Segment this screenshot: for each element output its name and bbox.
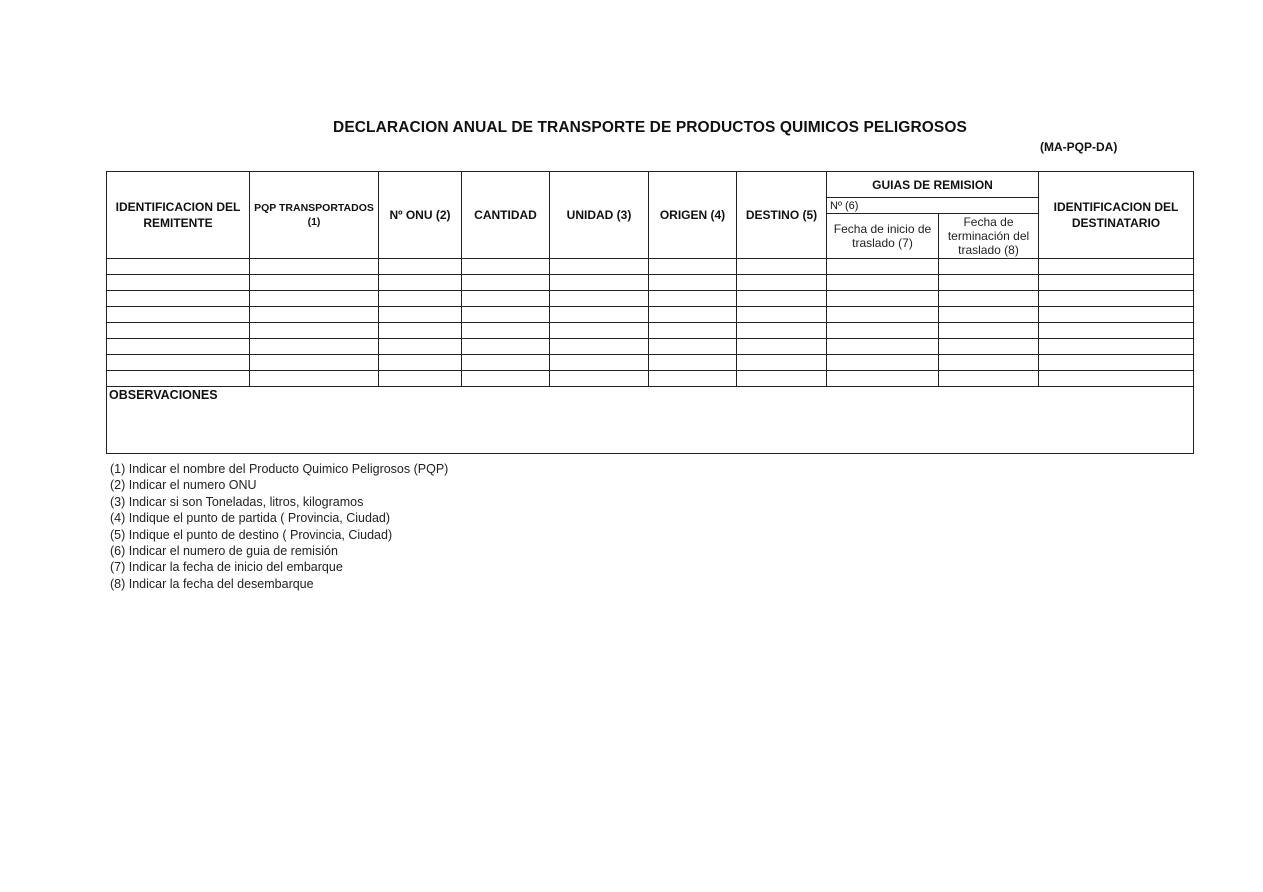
observaciones-label: OBSERVACIONES [109,388,218,402]
cell[interactable] [827,371,939,387]
cell[interactable] [550,275,649,291]
header-guias: GUIAS DE REMISION [827,172,1039,198]
header-pqp: PQP TRANSPORTADOS (1) [250,172,379,259]
cell[interactable] [649,307,737,323]
cell[interactable] [550,259,649,275]
cell[interactable] [550,355,649,371]
table-row [107,355,1194,371]
table-row [107,275,1194,291]
header-unidad: UNIDAD (3) [550,172,649,259]
cell[interactable] [1039,371,1194,387]
document-title: DECLARACION ANUAL DE TRANSPORTE DE PRODUCTOS QUIMICOS PELIGROSOS [333,119,967,136]
footnote: (2) Indicar el numero ONU [110,478,257,493]
table-row [107,291,1194,307]
footnote: (7) Indicar la fecha de inicio del embarque [110,560,343,575]
cell[interactable] [737,323,827,339]
cell[interactable] [379,291,462,307]
cell[interactable] [250,307,379,323]
cell[interactable] [1039,259,1194,275]
cell[interactable] [550,307,649,323]
header-cantidad: CANTIDAD [462,172,550,259]
cell[interactable] [107,323,250,339]
cell[interactable] [1039,355,1194,371]
cell[interactable] [1039,323,1194,339]
footnote: (6) Indicar el numero de guia de remisión [110,544,338,559]
cell[interactable] [939,355,1039,371]
cell[interactable] [250,323,379,339]
footnote: (1) Indicar el nombre del Producto Quimico Peligrosos (PQP) [110,462,449,476]
header-onu: Nº ONU (2) [379,172,462,259]
cell[interactable] [462,339,550,355]
cell[interactable] [379,371,462,387]
cell[interactable] [827,291,939,307]
cell[interactable] [250,275,379,291]
cell[interactable] [939,307,1039,323]
cell[interactable] [107,291,250,307]
cell[interactable] [462,259,550,275]
cell[interactable] [462,307,550,323]
cell[interactable] [737,291,827,307]
cell[interactable] [379,339,462,355]
header-fecha-termino: Fecha de terminación del traslado (8) [939,214,1039,259]
table-row [107,259,1194,275]
cell[interactable] [379,275,462,291]
cell[interactable] [107,339,250,355]
form-code: (MA-PQP-DA) [1040,140,1118,154]
cell[interactable] [462,323,550,339]
cell[interactable] [649,275,737,291]
cell[interactable] [250,355,379,371]
cell[interactable] [939,259,1039,275]
header-remitente: IDENTIFICACION DEL REMITENTE [107,172,250,259]
cell[interactable] [827,355,939,371]
cell[interactable] [550,339,649,355]
cell[interactable] [827,339,939,355]
cell[interactable] [462,355,550,371]
cell[interactable] [550,291,649,307]
observaciones-field[interactable] [107,387,1194,454]
cell[interactable] [1039,291,1194,307]
cell[interactable] [649,323,737,339]
header-numero: Nº (6) [827,198,1039,214]
cell[interactable] [939,371,1039,387]
cell[interactable] [462,275,550,291]
cell[interactable] [107,355,250,371]
cell[interactable] [107,275,250,291]
cell[interactable] [462,371,550,387]
header-destino: DESTINO (5) [737,172,827,259]
cell[interactable] [939,291,1039,307]
cell[interactable] [939,275,1039,291]
cell[interactable] [649,259,737,275]
cell[interactable] [107,307,250,323]
footnotes [110,461,448,592]
table-row [107,371,1194,387]
cell[interactable] [550,323,649,339]
table-row [107,323,1194,339]
cell[interactable] [250,339,379,355]
cell[interactable] [462,291,550,307]
header-destinatario: IDENTIFICACION DEL DESTINATARIO [1039,172,1194,259]
footnote: (4) Indique el punto de partida ( Provincia, Ciudad) [110,511,391,526]
cell[interactable] [250,291,379,307]
table-row [107,339,1194,355]
cell[interactable] [827,275,939,291]
footnote: (5) Indique el punto de destino ( Provincia, Ciudad) [110,527,393,542]
cell[interactable] [379,259,462,275]
cell[interactable] [737,355,827,371]
header-origen: ORIGEN (4) [649,172,737,259]
cell[interactable] [737,339,827,355]
footnote: (8) Indicar la fecha del desembarque [110,576,314,591]
cell[interactable] [1039,339,1194,355]
cell[interactable] [649,291,737,307]
cell[interactable] [649,355,737,371]
cell[interactable] [737,371,827,387]
cell[interactable] [379,307,462,323]
cell[interactable] [107,371,250,387]
table-row [107,307,1194,323]
cell[interactable] [939,339,1039,355]
cell[interactable] [107,259,250,275]
cell[interactable] [649,371,737,387]
declaration-table [106,171,1194,454]
footnote: (3) Indicar si son Toneladas, litros, kilogramos [110,494,364,509]
cell[interactable] [379,323,462,339]
cell[interactable] [649,339,737,355]
cell[interactable] [250,259,379,275]
cell[interactable] [737,307,827,323]
cell[interactable] [737,259,827,275]
cell[interactable] [1039,275,1194,291]
cell[interactable] [827,323,939,339]
cell[interactable] [827,259,939,275]
cell[interactable] [1039,307,1194,323]
cell[interactable] [550,371,649,387]
header-fecha-inicio: Fecha de inicio de traslado (7) [827,214,939,259]
cell[interactable] [939,323,1039,339]
cell[interactable] [737,275,827,291]
cell[interactable] [250,371,379,387]
cell[interactable] [379,355,462,371]
cell[interactable] [827,307,939,323]
